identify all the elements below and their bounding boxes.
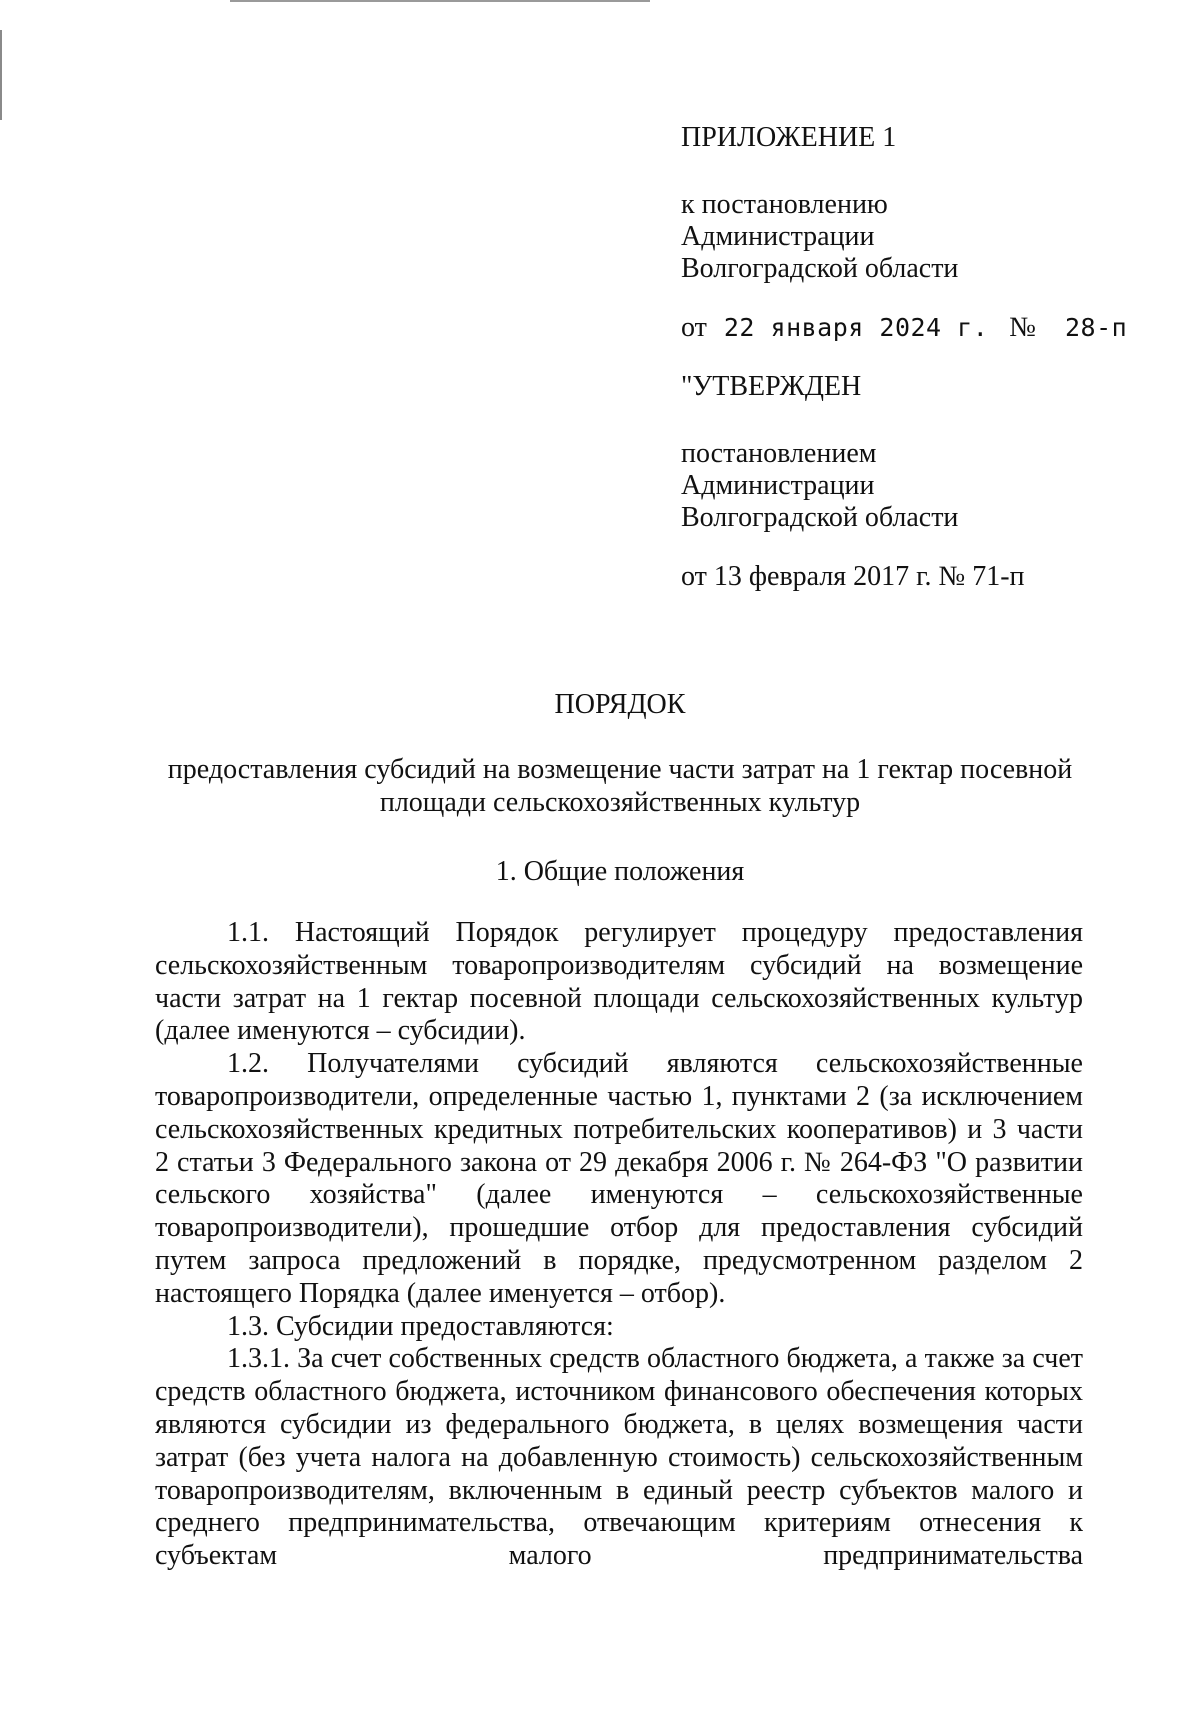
- section-title: 1. Общие положения: [495, 856, 745, 887]
- resolution-reference-line: к постановлению: [681, 189, 888, 220]
- number-sign: №: [1009, 312, 1036, 343]
- document-body: [155, 917, 1083, 1573]
- resolution-number: 28-п: [1064, 313, 1128, 342]
- paragraph: 1.2. Получателями субсидий являются сельскохозяйственные товаропроизводители, определенные частью 1, пунктами 2 (за исключением сельскохозяйственных кредитных потребительских кооперативов) и 3 части 2 статьи 3 Федерального закона от 29 декабря 2006 г. № 264-ФЗ "О развитии сельского хозяйства" (далее именуются – сельскохозяйственные товаропроизводители), прошедшие отбор для предоставления субсидий путем запроса предложений в порядке, предусмотренном разделом 2 настоящего Порядка (далее именуется – отбор).: [155, 1048, 1083, 1309]
- paragraph: 1.1. Настоящий Порядок регулирует процедуру предоставления сельскохозяйственным товаропроизводителям субсидий на возмещение части затрат на 1 гектар посевной площади сельскохозяйственных культур (далее именуются – субсидии).: [155, 917, 1083, 1047]
- approved-by: [681, 438, 1127, 534]
- approved-by-line: Администрации: [681, 470, 875, 501]
- approved-by-line: Волгоградской области: [681, 502, 959, 533]
- resolution-reference: [681, 189, 1127, 285]
- document-subtitle-line: предоставления субсидий на возмещение части затрат на 1 гектар посевной: [167, 754, 1073, 785]
- scan-edge-left: [0, 30, 2, 120]
- approved-by-line: постановлением: [681, 438, 877, 469]
- date-prefix: от: [681, 312, 707, 343]
- document-subtitle-line: площади сельскохозяйственных культур: [379, 787, 861, 818]
- appendix-header: [681, 122, 1127, 593]
- resolution-reference-line: Волгоградской области: [681, 253, 959, 284]
- paragraph: 1.3.1. За счет собственных средств областного бюджета, а также за счет средств областного бюджета, источником финансового обеспечения которых являются субсидии из федерального бюджета, в целях возмещения части затрат (без учета налога на добавленную стоимость) сельскохозяйственным товаропроизводителям, включенным в единый реестр субъектов малого и среднего предпринимательства, отвечающим критериям отнесения к субъектам малого предпринимательства: [155, 1343, 1083, 1572]
- approved-date: от 13 февраля 2017 г. № 71-п: [681, 561, 1025, 592]
- resolution-date-number: [681, 312, 1127, 344]
- approved-stamp: "УТВЕРЖДЕН: [681, 371, 862, 402]
- document-title: ПОРЯДОК: [554, 689, 686, 720]
- paragraph: 1.3. Субсидии предоставляются:: [227, 1310, 614, 1342]
- appendix-title: ПРИЛОЖЕНИЕ 1: [681, 122, 897, 153]
- scan-edge-top: [230, 0, 650, 2]
- resolution-reference-line: Администрации: [681, 221, 875, 252]
- document-subtitle: [150, 753, 1090, 819]
- resolution-date: 22 января 2024 г.: [723, 313, 989, 342]
